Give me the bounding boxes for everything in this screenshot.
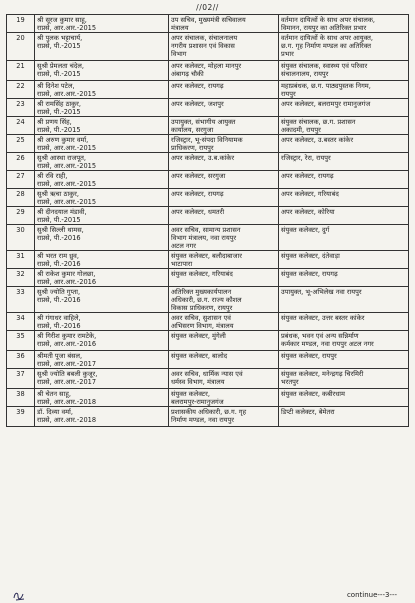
current-post-cell <box>169 99 279 117</box>
current-post-cell <box>169 251 279 269</box>
current-post-line: उपायुक्त, संभागीय आयुक्त <box>171 118 236 126</box>
officer-name-cell <box>35 153 169 171</box>
new-posting-cell <box>279 61 409 81</box>
current-post-line: अटल नगर <box>171 242 196 250</box>
current-post-cell <box>169 369 279 389</box>
current-post-line: संयुक्त कलेक्टर, मुंगेली <box>171 332 226 340</box>
officer-name-cell <box>35 189 169 207</box>
current-post-cell <box>169 189 279 207</box>
current-post-cell <box>169 81 279 99</box>
new-posting-line: संयुक्त संचालक, छ.ग. प्रशासन <box>281 118 356 126</box>
signature-mark <box>12 590 26 602</box>
table-row <box>7 99 409 117</box>
serial-number-cell: 25 <box>7 135 35 153</box>
officer-name-line: राप्रसे, पी.-2016 <box>37 296 81 304</box>
serial-number-cell: 34 <box>7 313 35 331</box>
officer-name-cell <box>35 61 169 81</box>
new-posting-cell <box>279 117 409 135</box>
new-posting-cell <box>279 207 409 225</box>
new-posting-line: अपर कलेक्टर, कोरिया <box>281 208 335 216</box>
current-post-cell <box>169 117 279 135</box>
current-post-line: प्राधिकरण, रायपुर <box>171 144 214 152</box>
serial-number-cell: 32 <box>7 269 35 287</box>
new-posting-line: प्रभार <box>281 50 294 58</box>
officer-name-line: राप्रसे, पी.-2016 <box>37 234 81 242</box>
current-post-line: प्रशासकीय अधिकारी, छ.ग. गृह <box>171 408 247 416</box>
serial-number-cell: 27 <box>7 171 35 189</box>
new-posting-cell <box>279 351 409 369</box>
new-posting-line: अकादमी, रायपुर <box>281 126 321 134</box>
officer-name-cell <box>35 15 169 33</box>
officer-name-line: श्री पुलक भट्टाचार्य, <box>37 34 83 42</box>
officer-name-cell <box>35 81 169 99</box>
serial-number-cell: 28 <box>7 189 35 207</box>
officer-name-cell <box>35 99 169 117</box>
new-posting-line: वर्तमान दायित्वों के साथ अपर आयुक्त, <box>281 34 373 42</box>
new-posting-line: संयुक्त कलेक्टर, दुर्ग <box>281 226 330 234</box>
new-posting-cell <box>279 15 409 33</box>
current-post-cell <box>169 171 279 189</box>
current-post-line: अपर कलेक्टर, सरगुजा <box>171 172 226 180</box>
table-row <box>7 15 409 33</box>
table-row <box>7 287 409 313</box>
current-post-cell <box>169 207 279 225</box>
current-post-line: अंबागढ़ चौकी <box>171 70 204 78</box>
new-posting-cell <box>279 331 409 351</box>
serial-number-cell: 39 <box>7 407 35 427</box>
officer-name-cell <box>35 171 169 189</box>
new-posting-line: छ.ग. गृह निर्माण मण्डल का अतिरिक्त <box>281 42 372 50</box>
serial-number-cell: 30 <box>7 225 35 251</box>
officer-name-cell <box>35 135 169 153</box>
current-post-line: विभाग मंत्रालय, नवा रायपुर <box>171 234 237 242</box>
current-post-line: अवर सचिव, सुशासन एवं <box>171 314 231 322</box>
new-posting-line: वर्तमान दायित्वों के साथ अपर संचालक, <box>281 16 375 24</box>
current-post-cell <box>169 225 279 251</box>
officer-name-cell <box>35 331 169 351</box>
serial-number-cell: 33 <box>7 287 35 313</box>
current-post-line: रजिस्ट्रार, भू-संपदा विनियामक <box>171 136 243 144</box>
new-posting-line: कर्मकार मण्डल, नवा रायपुर अटल नगर <box>281 340 374 348</box>
serial-number-cell: 37 <box>7 369 35 389</box>
officer-name-line: राप्रसे, पी.-2015 <box>37 108 81 116</box>
officer-name-cell <box>35 351 169 369</box>
officer-name-line: सुश्री ज्योति बबली कुजूर, <box>37 370 98 378</box>
table-body <box>7 15 409 427</box>
serial-number-cell: 31 <box>7 251 35 269</box>
transfer-order-table <box>6 14 409 427</box>
new-posting-line: महाप्रबंधक, छ.ग. पाठ्यपुस्तक निगम, <box>281 82 371 90</box>
new-posting-cell <box>279 225 409 251</box>
current-post-line: मंत्रालय <box>171 24 189 32</box>
serial-number-cell: 24 <box>7 117 35 135</box>
officer-name-line: सुश्री ज्योति गुप्ता, <box>37 288 81 296</box>
current-post-line: अवर सचिव, सामान्य प्रशासन <box>171 226 241 234</box>
officer-name-line: श्री भरत राम ध्रुव, <box>37 252 79 260</box>
current-post-line: संयुक्त कलेक्टर, बलौदाबाजार <box>171 252 242 260</box>
current-post-cell <box>169 287 279 313</box>
officer-name-line: श्री चेतन साहू, <box>37 390 71 398</box>
current-post-line: अपर कलेक्टर, रायगढ़ <box>171 190 224 198</box>
table-row <box>7 135 409 153</box>
table-row <box>7 389 409 407</box>
officer-name-line: श्रीमती पूजा बंसल, <box>37 352 83 360</box>
current-post-line: अवर सचिव, धार्मिक न्यास एवं <box>171 370 243 378</box>
new-posting-line: संयुक्त कलेक्टर, उत्तर बस्तर कांकेर <box>281 314 365 322</box>
officer-name-line: श्री राकेश कुमार गोलछा, <box>37 270 96 278</box>
new-posting-line: डिप्टी कलेक्टर, बेमेतरा <box>281 408 335 416</box>
table-row <box>7 33 409 61</box>
officer-name-line: राप्रसे, आर.आर.-2015 <box>37 24 97 32</box>
new-posting-cell <box>279 407 409 427</box>
officer-name-line: सुश्री प्रेमलता चंदेल, <box>37 62 84 70</box>
officer-name-line: राप्रसे, पी.-2015 <box>37 126 81 134</box>
officer-name-line: श्री रवि राही, <box>37 172 68 180</box>
new-posting-line: उपायुक्त, भू-अभिलेख नवा रायपुर <box>281 288 362 296</box>
officer-name-cell <box>35 369 169 389</box>
officer-name-line: सुश्री सिल्ली थामस, <box>37 226 84 234</box>
current-post-cell <box>169 15 279 33</box>
table-row <box>7 331 409 351</box>
officer-name-line: सुश्री ऋचा ठाकुर, <box>37 190 79 198</box>
officer-name-line: राप्रसे, आर.आर.-2015 <box>37 162 97 170</box>
officer-name-line: श्री गंगाधर वाहिले, <box>37 314 81 322</box>
current-post-line: अभिसरण विभाग, मंत्रालय <box>171 322 234 330</box>
current-post-cell <box>169 331 279 351</box>
new-posting-line: संयुक्त कलेक्टर, मनेन्द्रगढ़ चिरमिरी <box>281 370 364 378</box>
new-posting-line: अपर कलेक्टर, गरियाबंद <box>281 190 339 198</box>
current-post-line: अतिरिक्त मुख्यकार्यपालन <box>171 288 232 296</box>
current-post-cell <box>169 389 279 407</box>
current-post-line: अपर कलेक्टर, रायगढ़ <box>171 82 224 90</box>
table-row <box>7 269 409 287</box>
new-posting-cell <box>279 33 409 61</box>
serial-number-cell: 26 <box>7 153 35 171</box>
officer-name-line: राप्रसे, आर.आर.-2015 <box>37 144 97 152</box>
table-row <box>7 407 409 427</box>
officer-name-line: श्री दीनदयाल मंडावी, <box>37 208 87 216</box>
current-post-line: विकास प्राधिकरण, रायपुर <box>171 304 233 312</box>
officer-name-line: सुश्री आस्था राजपूत, <box>37 154 87 162</box>
table-row <box>7 251 409 269</box>
current-post-line: अपर संचालक, संचालनालय <box>171 34 238 42</box>
serial-number-cell: 20 <box>7 33 35 61</box>
current-post-line: अपर कलेक्टर, मोहला मानपुर <box>171 62 242 70</box>
current-post-line: अपर कलेक्टर, जशपुर <box>171 100 224 108</box>
current-post-line: भाटापारा <box>171 260 193 268</box>
new-posting-cell <box>279 189 409 207</box>
current-post-line: अधिकारी, छ.ग. राज्य कौशल <box>171 296 242 304</box>
officer-name-line: श्री दिनेश पटेल, <box>37 82 75 90</box>
officer-name-cell <box>35 313 169 331</box>
current-post-cell <box>169 351 279 369</box>
current-post-cell <box>169 33 279 61</box>
page-number: //02// <box>196 3 219 12</box>
new-posting-line: अपर कलेक्टर, उ.बस्तर कांकेर <box>281 136 354 144</box>
current-post-cell <box>169 269 279 287</box>
current-post-line: संयुक्त कलेक्टर, गरियाबंद <box>171 270 233 278</box>
officer-name-line: राप्रसे, आर.आर.-2015 <box>37 198 97 206</box>
officer-name-cell <box>35 269 169 287</box>
new-posting-cell <box>279 313 409 331</box>
new-posting-cell <box>279 153 409 171</box>
officer-name-line: राप्रसे, आर.आर.-2015 <box>37 90 97 98</box>
current-post-line: संयुक्त कलेक्टर, <box>171 390 210 398</box>
table-row <box>7 369 409 389</box>
table-row <box>7 81 409 99</box>
table-row <box>7 153 409 171</box>
continue-note: continue---3--- <box>346 591 397 599</box>
officer-name-line: श्री सूरज कुमार साहू, <box>37 16 87 24</box>
current-post-line: अपर कलेक्टर, धमतरी <box>171 208 225 216</box>
officer-name-line: राप्रसे, आर.आर.-2017 <box>37 360 97 368</box>
table-row <box>7 61 409 81</box>
officer-name-line: श्री गिरीश कुमार रामटेके, <box>37 332 97 340</box>
current-post-line: उप सचिव, मुख्यमंत्री सचिवालय <box>171 16 246 24</box>
current-post-cell <box>169 407 279 427</box>
officer-name-cell <box>35 407 169 427</box>
current-post-cell <box>169 135 279 153</box>
new-posting-cell <box>279 389 409 407</box>
new-posting-line: भरतपुर <box>281 378 299 386</box>
new-posting-line: संयुक्त कलेक्टर, रायपुर <box>281 352 337 360</box>
current-post-line: विभाग <box>171 50 187 58</box>
new-posting-line: रायपुर <box>281 90 296 98</box>
officer-name-line: श्री रामसिंह ठाकुर, <box>37 100 81 108</box>
current-post-cell <box>169 153 279 171</box>
new-posting-line: विमानन, रायपुर का अतिरिक्त प्रभार <box>281 24 367 32</box>
table-row <box>7 313 409 331</box>
new-posting-line: संयुक्त कलेक्टर, रायगढ़ <box>281 270 338 278</box>
serial-number-cell: 38 <box>7 389 35 407</box>
officer-name-cell <box>35 251 169 269</box>
current-post-cell <box>169 61 279 81</box>
officer-name-cell <box>35 389 169 407</box>
officer-name-cell <box>35 117 169 135</box>
table-row <box>7 225 409 251</box>
officer-name-line: राप्रसे, पी.-2015 <box>37 70 81 78</box>
new-posting-cell <box>279 251 409 269</box>
current-post-line: अपर कलेक्टर, उ.ब.कांकेर <box>171 154 235 162</box>
new-posting-cell <box>279 135 409 153</box>
officer-name-cell <box>35 207 169 225</box>
officer-name-line: डॉ. दिव्या वर्मा, <box>37 408 73 416</box>
serial-number-cell: 36 <box>7 351 35 369</box>
table-row <box>7 171 409 189</box>
serial-number-cell: 22 <box>7 81 35 99</box>
serial-number-cell: 19 <box>7 15 35 33</box>
serial-number-cell: 29 <box>7 207 35 225</box>
serial-number-cell: 21 <box>7 61 35 81</box>
table-row <box>7 207 409 225</box>
officer-name-cell <box>35 287 169 313</box>
current-post-line: नगरीय प्रशासन एवं विकास <box>171 42 235 50</box>
officer-name-line: श्री अरुण कुमार वर्मा, <box>37 136 89 144</box>
table-row <box>7 351 409 369</box>
table-row <box>7 189 409 207</box>
new-posting-line: संयुक्त कलेक्टर, कबीरधाम <box>281 390 345 398</box>
new-posting-cell <box>279 171 409 189</box>
officer-name-line: राप्रसे, आर.आर.-2018 <box>37 416 97 424</box>
new-posting-line: संचालनालय, रायपुर <box>281 70 329 78</box>
new-posting-cell <box>279 287 409 313</box>
new-posting-line: प्रबंधक, भवन एवं अन्य सन्निर्माण <box>281 332 359 340</box>
officer-name-line: श्री प्रणय सिंह, <box>37 118 72 126</box>
table-row <box>7 117 409 135</box>
officer-name-line: राप्रसे, आर.आर.-2016 <box>37 278 97 286</box>
officer-name-line: राप्रसे, आर.आर.-2018 <box>37 398 97 406</box>
officer-name-line: राप्रसे, आर.आर.-2015 <box>37 180 97 188</box>
new-posting-line: अपर कलेक्टर, बलरामपुर रामानुजगंज <box>281 100 371 108</box>
current-post-line: निर्माण मण्डल, नवा रायपुर <box>171 416 234 424</box>
serial-number-cell: 23 <box>7 99 35 117</box>
current-post-line: कार्यालय, सरगुजा <box>171 126 214 134</box>
new-posting-cell <box>279 99 409 117</box>
new-posting-line: अपर कलेक्टर, रायगढ़ <box>281 172 334 180</box>
current-post-cell <box>169 313 279 331</box>
officer-name-line: राप्रसे, आर.आर.-2017 <box>37 378 97 386</box>
officer-name-line: राप्रसे, पी.-2016 <box>37 322 81 330</box>
officer-name-line: राप्रसे, पी.-2016 <box>37 260 81 268</box>
new-posting-line: रजिस्ट्रार, रेरा, रायपुर <box>281 154 331 162</box>
new-posting-cell <box>279 369 409 389</box>
current-post-line: संयुक्त कलेक्टर, बालोद <box>171 352 228 360</box>
officer-name-cell <box>35 33 169 61</box>
officer-name-cell <box>35 225 169 251</box>
new-posting-line: संयुक्त संचालक, स्वास्थ्य एवं परिवार <box>281 62 368 70</box>
current-post-line: धर्मस्व विभाग, मंत्रालय <box>171 378 225 386</box>
officer-name-line: राप्रसे, पी.-2015 <box>37 216 81 224</box>
new-posting-line: संयुक्त कलेक्टर, दंतेवाड़ा <box>281 252 340 260</box>
current-post-line: बलरामपुर-रामानुजगंज <box>171 398 224 406</box>
officer-name-line: राप्रसे, आर.आर.-2016 <box>37 340 97 348</box>
officer-name-line: राप्रसे, पी.-2015 <box>37 42 81 50</box>
new-posting-cell <box>279 81 409 99</box>
new-posting-cell <box>279 269 409 287</box>
serial-number-cell: 35 <box>7 331 35 351</box>
